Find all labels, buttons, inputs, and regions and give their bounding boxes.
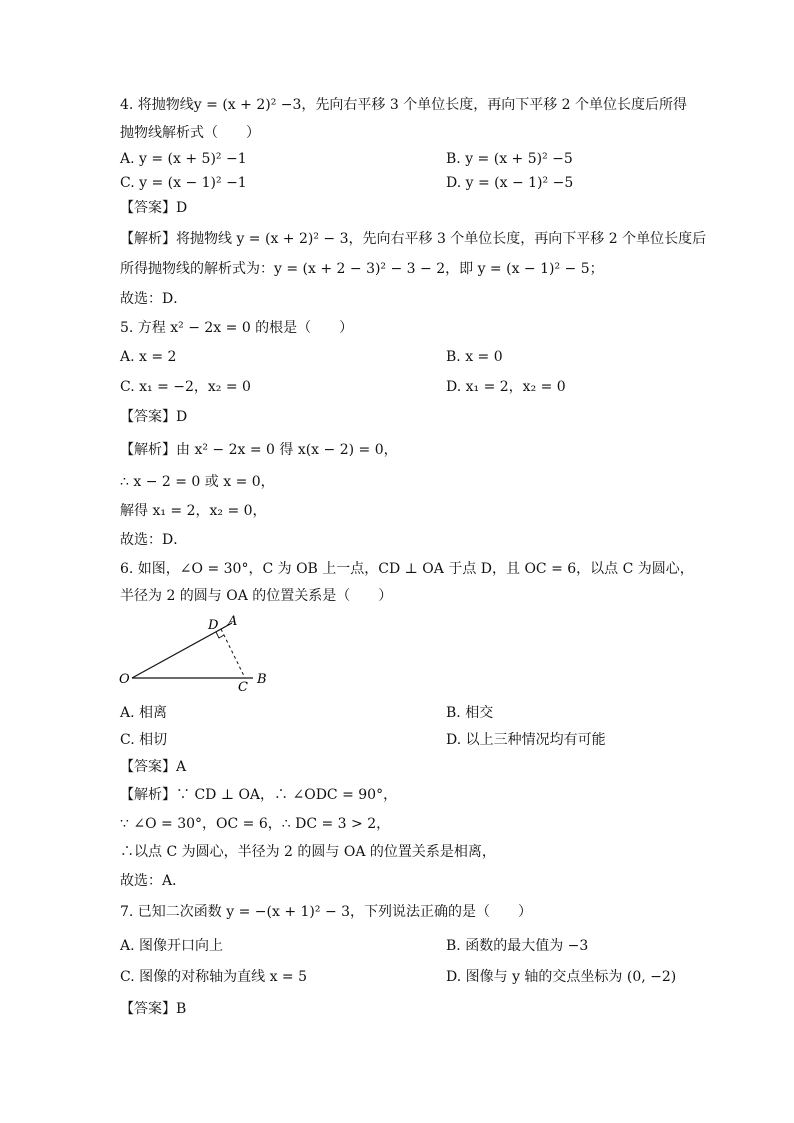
q6-answer: 【答案】A bbox=[120, 759, 187, 775]
q5-analysis-line3: 解得 x₁ = 2，x₂ = 0， bbox=[120, 503, 267, 519]
q4-choose: 故选：D． bbox=[120, 291, 188, 307]
q4-stem-line1: 4. 将抛物线y = (x + 2)² −3，先向右平移 3 个单位长度，再向下平移 2 个单位长度后所得 bbox=[120, 97, 688, 113]
q6-option-a: A. 相离 bbox=[120, 705, 168, 721]
q6-stem-line1: 6. 如图，∠O = 30°，C 为 OB 上一点，CD ⊥ OA 于点 D，且 OC = 6，以点 C 为圆心， bbox=[120, 561, 694, 577]
q7-option-c: C. 图像的对称轴为直线 x = 5 bbox=[120, 969, 307, 985]
q6-option-b: B. 相交 bbox=[446, 705, 494, 721]
q5-option-c: C. x₁ = −2，x₂ = 0 bbox=[120, 379, 251, 395]
q5-stem: 5. 方程 x² − 2x = 0 的根是（ ） bbox=[120, 320, 354, 336]
label-o: O bbox=[119, 672, 130, 687]
label-d: D bbox=[208, 618, 219, 633]
q5-analysis-line1: 【解析】由 x² − 2x = 0 得 x(x − 2) = 0， bbox=[120, 442, 398, 458]
q6-stem-line2: 半径为 2 的圆与 OA 的位置关系是（ ） bbox=[120, 588, 393, 604]
q5-option-d: D. x₁ = 2，x₂ = 0 bbox=[446, 379, 566, 395]
q6-analysis-line2: ∵ ∠O = 30°，OC = 6，∴ DC = 3 > 2， bbox=[120, 816, 391, 832]
q6-analysis-line3: ∴以点 C 为圆心，半径为 2 的圆与 OA 的位置关系是相离， bbox=[120, 844, 496, 860]
q4-stem-line2: 抛物线解析式（ ） bbox=[120, 125, 260, 141]
q5-analysis-line2: ∴ x − 2 = 0 或 x = 0， bbox=[120, 474, 275, 490]
q4-answer: 【答案】D bbox=[120, 200, 188, 216]
triangle-figure bbox=[118, 612, 278, 694]
q7-option-d: D. 图像与 y 轴的交点坐标为 (0, −2) bbox=[446, 969, 677, 985]
q4-option-a: A. y = (x + 5)² −1 bbox=[120, 151, 247, 167]
label-a: A bbox=[228, 614, 238, 629]
q6-option-d: D. 以上三种情况均有可能 bbox=[446, 732, 606, 748]
q5-choose: 故选：D． bbox=[120, 532, 188, 548]
q6-choose: 故选：A． bbox=[120, 873, 187, 889]
segment-cd bbox=[221, 629, 245, 678]
label-b: B bbox=[257, 672, 267, 687]
q7-option-a: A. 图像开口向上 bbox=[120, 938, 224, 954]
q5-answer: 【答案】D bbox=[120, 409, 188, 425]
q6-analysis-line1: 【解析】∵ CD ⊥ OA，∴ ∠ODC = 90°， bbox=[120, 787, 398, 803]
q4-option-b: B. y = (x + 5)² −5 bbox=[446, 151, 573, 167]
q6-option-c: C. 相切 bbox=[120, 732, 168, 748]
q4-analysis-line2: 所得抛物线的解析式为：y = (x + 2 − 3)² − 3 − 2，即 y = (x − 1)² − 5； bbox=[120, 261, 604, 277]
q7-stem: 7. 已知二次函数 y = −(x + 1)² − 3，下列说法正确的是（ ） bbox=[120, 904, 533, 920]
label-c: C bbox=[238, 680, 248, 694]
q4-analysis-line1: 【解析】将抛物线 y = (x + 2)² − 3，先向右平移 3 个单位长度，再向下平移 2 个单位长度后 bbox=[120, 231, 707, 247]
q4-option-d: D. y = (x − 1)² −5 bbox=[446, 175, 574, 191]
q7-answer: 【答案】B bbox=[120, 1001, 187, 1017]
q5-option-b: B. x = 0 bbox=[446, 349, 503, 365]
q5-option-a: A. x = 2 bbox=[120, 349, 177, 365]
q4-option-c: C. y = (x − 1)² −1 bbox=[120, 175, 247, 191]
q7-option-b: B. 函数的最大值为 −3 bbox=[446, 938, 589, 954]
